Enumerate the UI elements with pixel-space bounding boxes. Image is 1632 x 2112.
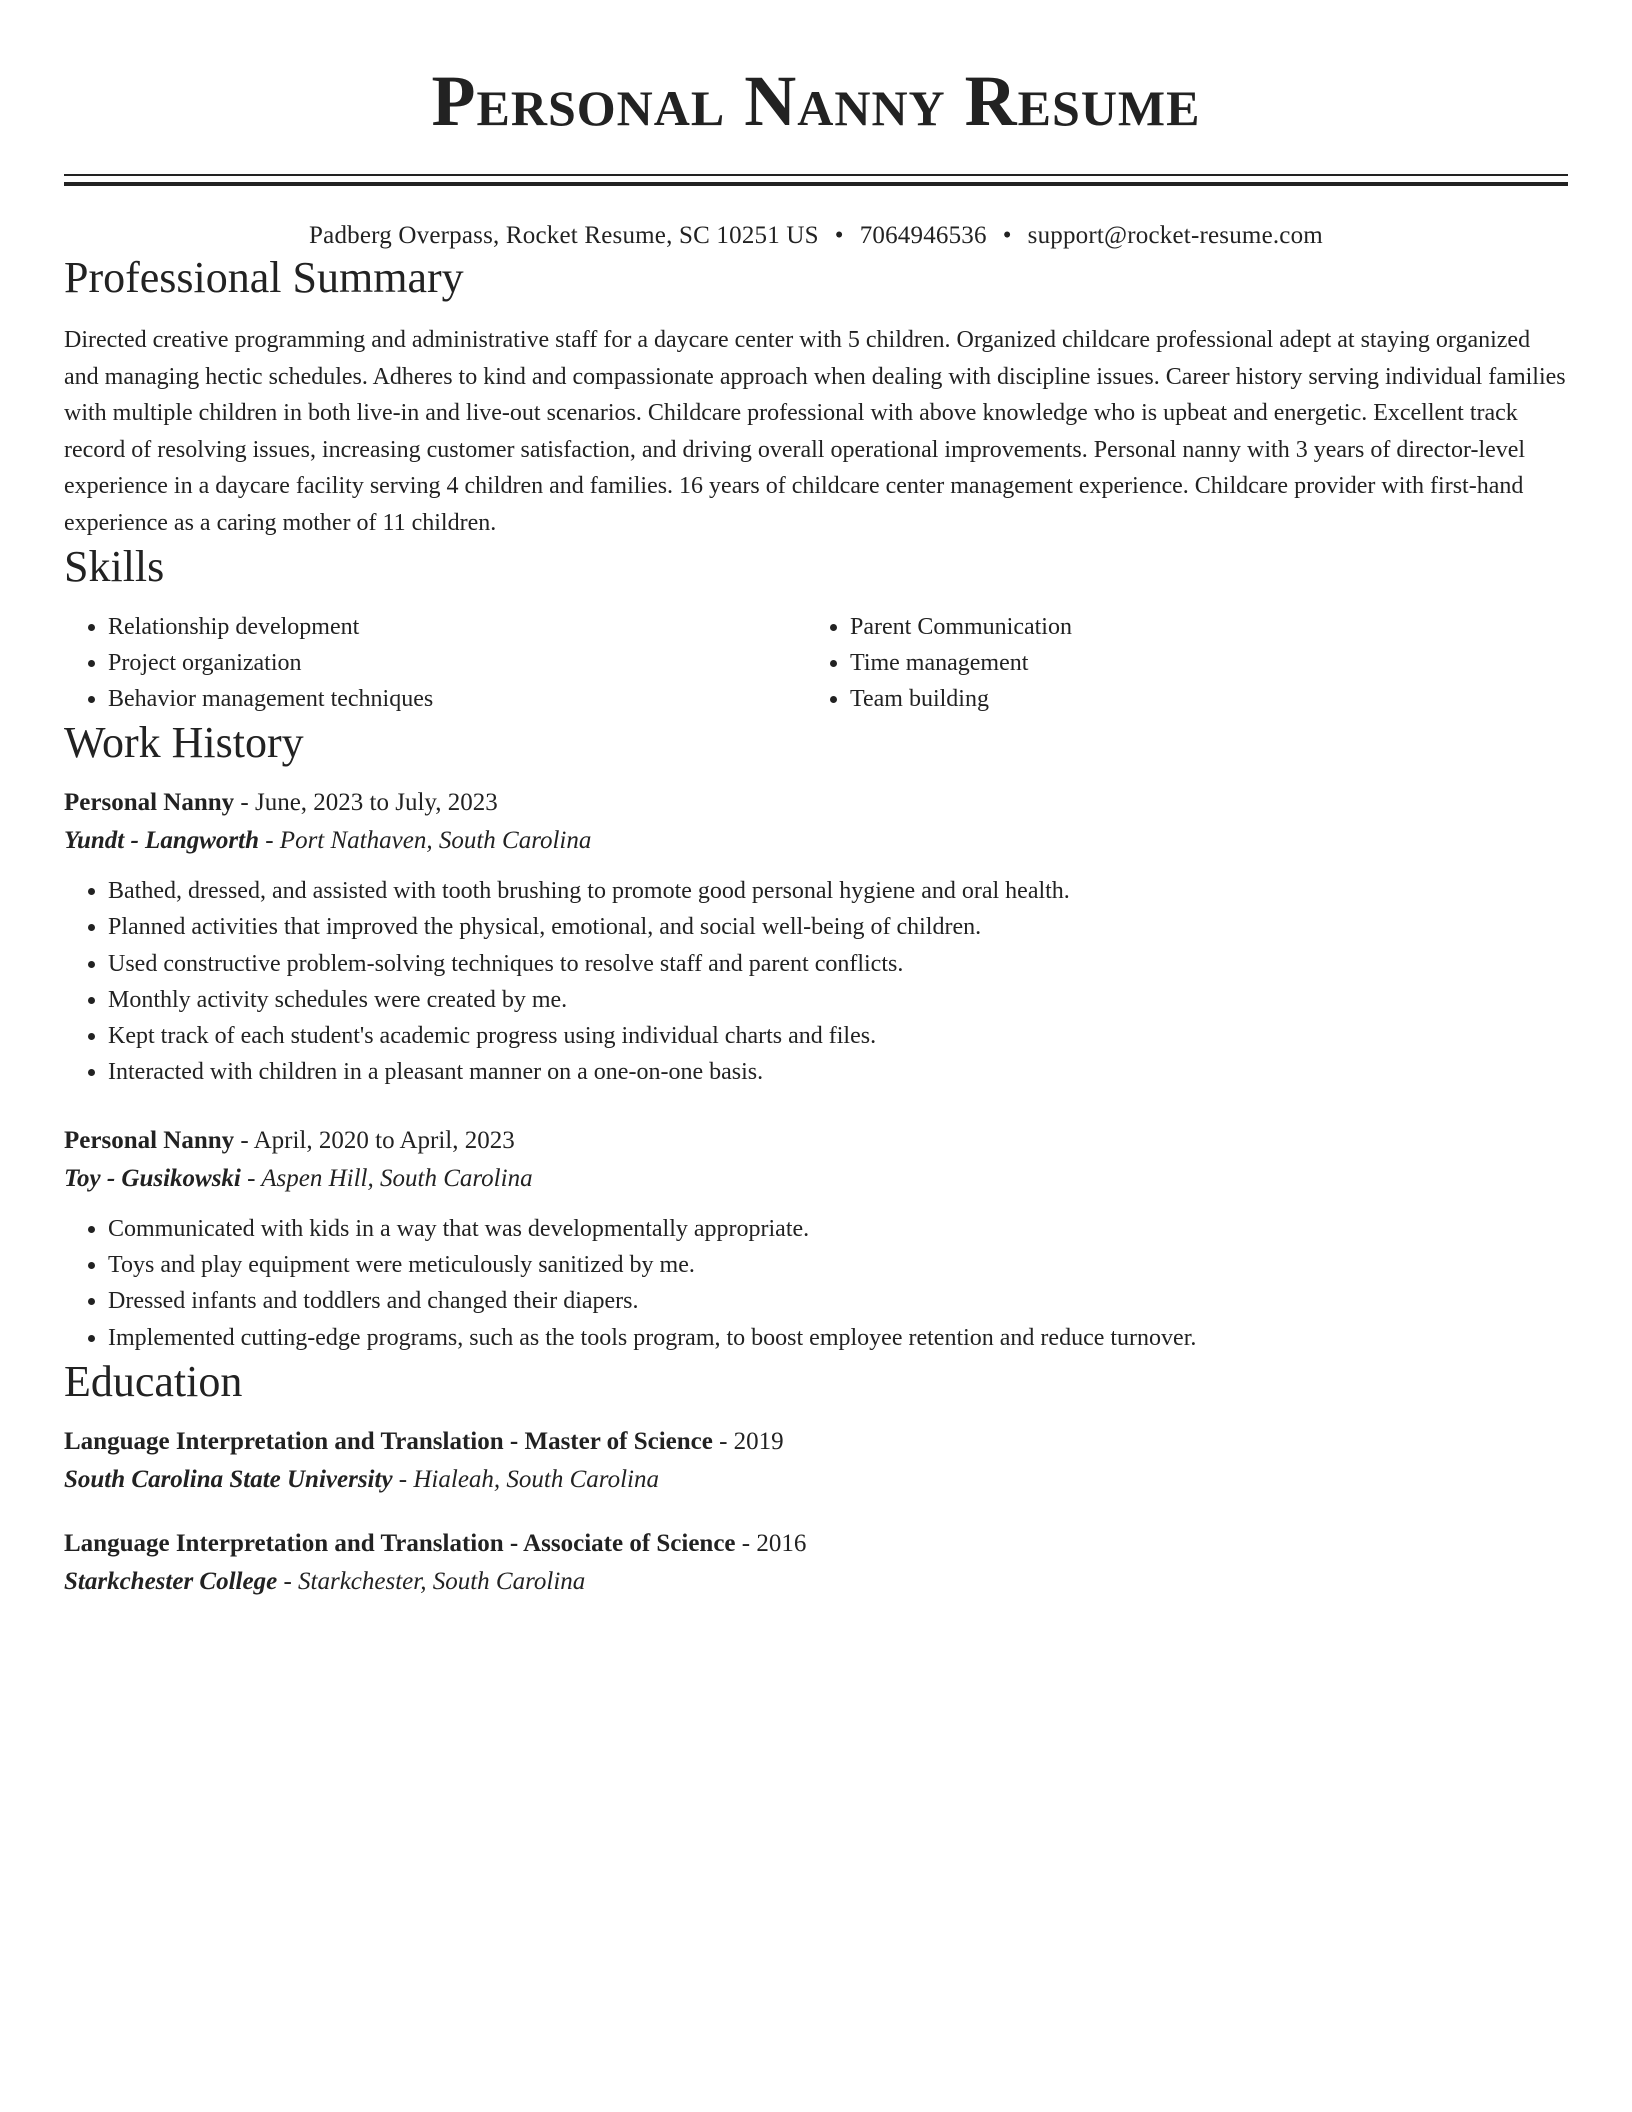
contact-email: support@rocket-resume.com [1027, 222, 1323, 249]
skill-item: • Team building [850, 681, 1548, 717]
skill-item: • Time management [850, 645, 1548, 681]
job-duty: • Used constructive problem-solving techniques to resolve staff and parent conflicts. [108, 946, 1568, 982]
job-company: Toy - Gusikowski [64, 1164, 241, 1192]
job-company: Yundt - Langworth [64, 827, 259, 854]
job-duty: • Planned activities that improved the physical, emotional, and social well-being of children. [108, 909, 1568, 945]
skills-list [64, 609, 1568, 717]
summary-heading: Professional Summary [64, 253, 464, 302]
education-heading: Education [64, 1356, 243, 1406]
title-rule-thick [64, 182, 1568, 186]
skills-heading: Skills [64, 542, 165, 591]
summary-text: Directed creative programming and administrative staff for a daycare center with 5 children. Organized childcare professional adept at staying organized and managing hectic schedules. Adheres to kind and compassionate approach when dealing with discipline issues. Career history serving individual families with multiple children in both live-in and live-out scenarios. Childcare professional with above knowledge who is upbeat and energetic. Excellent track record of resolving issues, increasing customer satisfaction, and driving overall operational improvements. Personal nanny with 3 years of director-level experience in a daycare facility serving 4 children and families. 16 years of childcare center management experience. Childcare provider with first-hand experience as a caring mother of 11 children. [64, 327, 1566, 536]
job-duty: • Implemented cutting-edge programs, such as the tools program, to boost employee retention and reduce turnover. [108, 1320, 1568, 1356]
title-rule-thin [64, 174, 1568, 176]
job-title: Personal Nanny [64, 789, 235, 816]
skills-column-left [64, 609, 806, 717]
education-entry [64, 1424, 1568, 1500]
education-location: - Hialeah, South Carolina [398, 1465, 659, 1493]
job-duty: • Bathed, dressed, and assisted with tooth brushing to promote good personal hygiene and oral health. [108, 873, 1568, 909]
education-institution [64, 1460, 1568, 1500]
job-duties [64, 873, 1568, 1091]
resume-title: Personal Nanny Resume [431, 61, 1201, 141]
job-header [64, 1123, 1568, 1159]
skill-item: • Behavior management techniques [108, 681, 806, 717]
education-institution [64, 1562, 1568, 1602]
skills-column-right [806, 609, 1548, 717]
work-history-heading: Work History [64, 718, 304, 767]
education-year: - 2019 [719, 1427, 784, 1455]
education-school: South Carolina State University [64, 1465, 393, 1493]
skill-item: • Relationship development [108, 609, 806, 645]
job-dates: - April, 2020 to April, 2023 [240, 1126, 515, 1154]
skill-item: • Parent Communication [850, 609, 1548, 645]
job-employer [64, 1159, 1568, 1199]
education-entry [64, 1526, 1568, 1602]
education-location: - Starkchester, South Carolina [283, 1567, 586, 1595]
job-header [64, 785, 1568, 821]
education-degree: Language Interpretation and Translation - Master of Science [64, 1427, 713, 1455]
job-duties [64, 1211, 1568, 1356]
job-location: - Aspen Hill, South Carolina [247, 1164, 533, 1192]
job-duty: • Monthly activity schedules were created by me. [108, 982, 1568, 1018]
education-header [64, 1424, 1568, 1460]
job-duty: • Toys and play equipment were meticulously sanitized by me. [108, 1247, 1568, 1283]
job-duty: • Dressed infants and toddlers and changed their diapers. [108, 1283, 1568, 1319]
job-duty: • Interacted with children in a pleasant manner on a one-on-one basis. [108, 1054, 1568, 1090]
contact-separator: • [834, 222, 844, 249]
job-entry [64, 785, 1568, 1091]
job-location: - Port Nathaven, South Carolina [265, 827, 592, 854]
contact-address: Padberg Overpass, Rocket Resume, SC 10251 US [309, 222, 819, 249]
education-school: Starkchester College [64, 1567, 278, 1595]
education-year: - 2016 [741, 1529, 807, 1557]
job-title: Personal Nanny [64, 1126, 235, 1154]
job-duty: • Kept track of each student's academic progress using individual charts and files. [108, 1018, 1568, 1054]
job-duty: • Communicated with kids in a way that was developmentally appropriate. [108, 1211, 1568, 1247]
job-entry [64, 1123, 1568, 1356]
job-employer [64, 821, 1568, 861]
contact-line [64, 220, 1568, 252]
skill-item: • Project organization [108, 645, 806, 681]
education-header [64, 1526, 1568, 1562]
contact-separator: • [1002, 222, 1012, 249]
education-degree: Language Interpretation and Translation - Associate of Science [64, 1529, 736, 1557]
job-dates: - June, 2023 to July, 2023 [240, 789, 498, 816]
contact-phone: 7064946536 [859, 222, 987, 249]
